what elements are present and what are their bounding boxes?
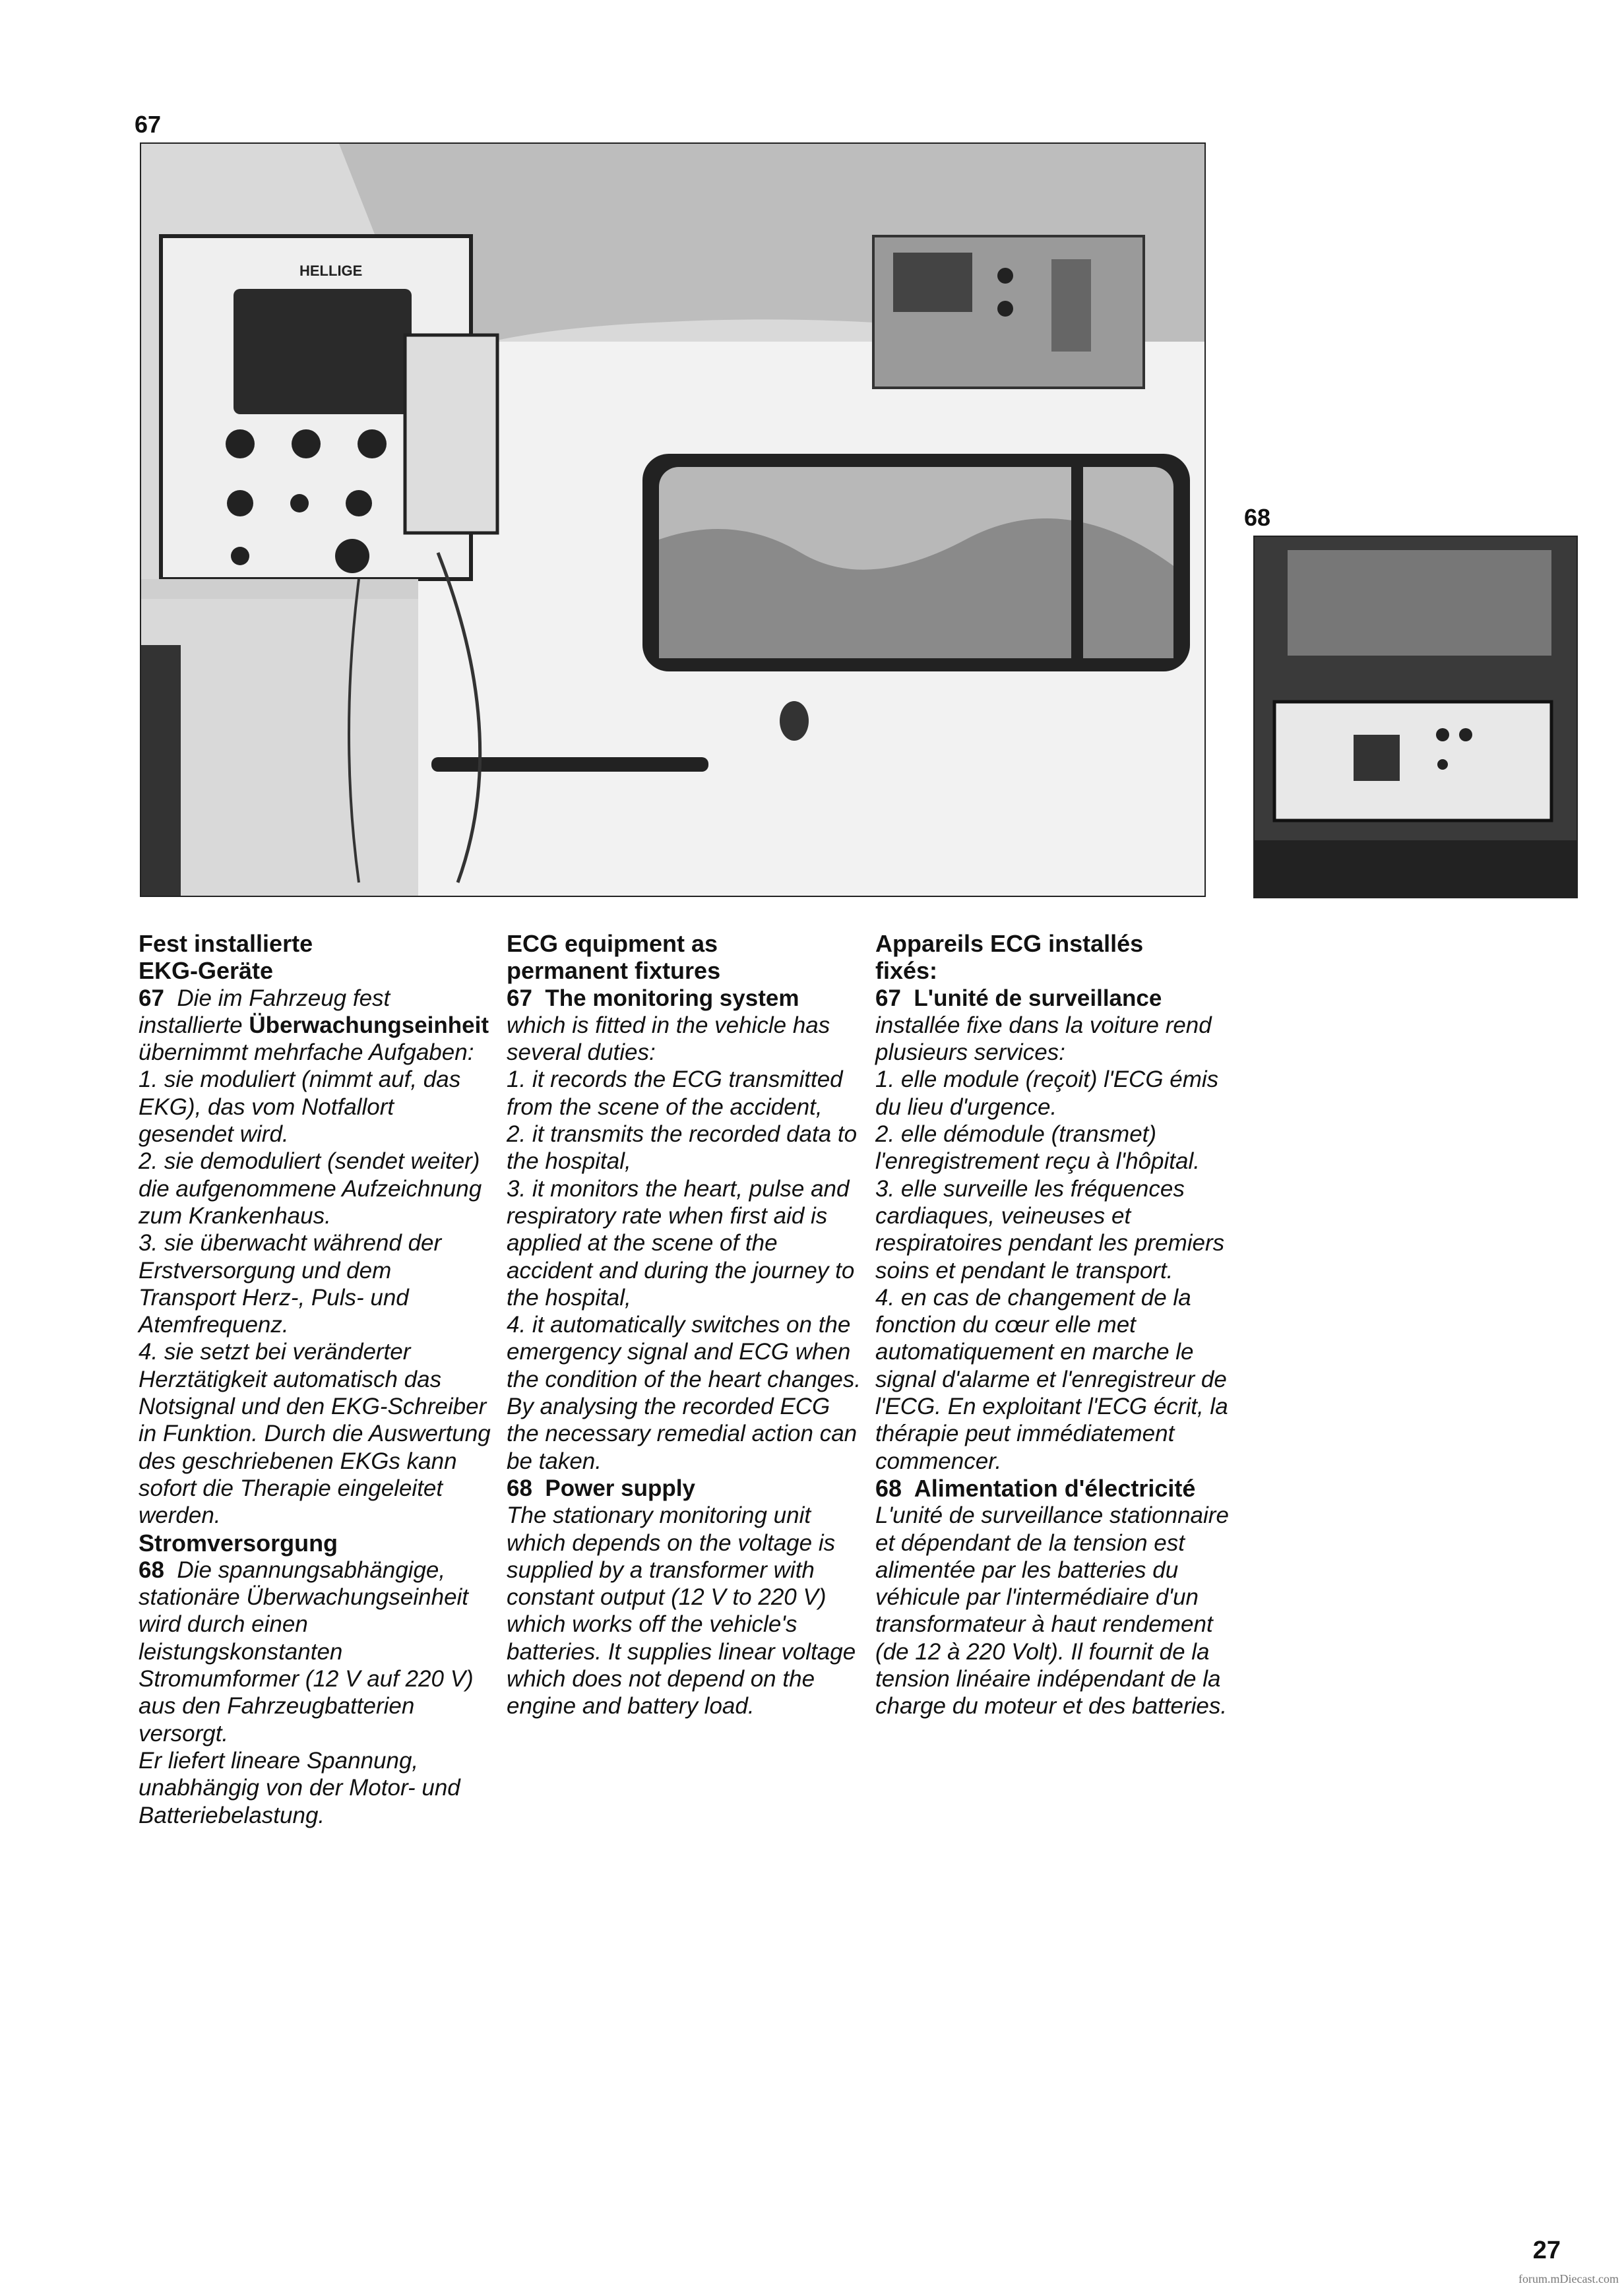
en-section-68-heading: [507, 1475, 863, 1502]
de-item-4: 4. sie setzt bei veränderter Herztätigkeit automatisch das Notsignal und den EKG-Schreiber in Funktion. Durch die Auswertung des geschriebenen EKGs kann sofort die Therapie eingeleitet werden.: [139, 1339, 491, 1529]
en-67-title: The monitoring system: [545, 985, 799, 1011]
en-68-text: The stationary monitoring unit which depends on the voltage is supplied by a transformer with constant output (12 V to 220 V) which works off the vehicle's batteries. It supplies linear voltage which does not depend on the engine and battery load.: [507, 1502, 856, 1719]
de-heading-line-2: EKG-Geräte: [139, 957, 274, 985]
en-67-text: which is fitted in the vehicle has several duties:: [507, 1012, 830, 1066]
fr-heading-line-2: fixés:: [875, 957, 938, 985]
fr-item-3: 3. elle surveille les fréquences cardiaques, veineuses et respiratoires pendant les premiers soins et pendant le transport.: [875, 1175, 1225, 1284]
de-item-1: 1. sie moduliert (nimmt auf, das EKG), das vom Notfallort gesendet wird.: [139, 1067, 461, 1148]
de-section-68: [139, 1557, 495, 1747]
column-german: [139, 930, 495, 1829]
en-68-number: 68: [507, 1475, 532, 1501]
power-supply-illustration: [1255, 537, 1577, 897]
de-67-text-a: Die im Fahrzeug fest installierte: [139, 985, 390, 1038]
fr-67-number: 67: [875, 985, 901, 1011]
en-67-number: 67: [507, 985, 532, 1011]
de-heading-line-1: Fest installierte: [139, 930, 313, 957]
de-68-number: 68: [139, 1557, 164, 1583]
figure-68-photo: [1253, 536, 1578, 898]
figure-68-number: 68: [1244, 504, 1271, 531]
figure-67-number: 67: [135, 111, 162, 138]
fr-item-2: 2. elle démodule (transmet) l'enregistrement reçu à l'hôpital.: [875, 1121, 1200, 1175]
en-heading-line-1: ECG equipment as: [507, 930, 718, 957]
page-number: 27: [1532, 2237, 1561, 2264]
ambulance-interior-illustration: [141, 144, 1204, 896]
de-68-text-2: Er liefert lineare Spannung, unabhängig von der Motor- und Batteriebelastung.: [139, 1747, 460, 1828]
de-section-67: [139, 985, 495, 1067]
device-brand-label: HELLIGE: [299, 263, 363, 279]
fr-section-68-heading: [875, 1475, 1245, 1502]
de-item-3: 3. sie überwacht während der Erstversorgung und dem Transport Herz-, Puls- und Atemfrequenz.: [139, 1230, 442, 1338]
de-subheading: Stromversorgung: [139, 1529, 338, 1557]
en-item-3: 3. it monitors the heart, pulse and respiratory rate when first aid is applied at the scene of the accident and during the journey to the hospital,: [507, 1175, 855, 1311]
de-67-number: 67: [139, 985, 164, 1011]
fr-item-1: 1. elle module (reçoit) l'ECG émis du lieu d'urgence.: [875, 1067, 1219, 1120]
en-item-4: 4. it automatically switches on the emergency signal and ECG when the condition of the heart changes. By analysing the recorded ECG the necessary remedial action can be taken.: [507, 1312, 861, 1474]
fr-item-4: 4. en cas de changement de la fonction du cœur elle met automatiquement en marche le signal d'alarme et l'enregistreur de l'ECG. En exploitant l'ECG écrit, la thérapie peut immédiatement commencer.: [875, 1284, 1228, 1474]
fr-67-text: installée fixe dans la voiture rend plusieurs services:: [875, 1012, 1212, 1066]
de-67-bold: Überwachungseinheit: [249, 1012, 489, 1038]
en-section-67: [507, 985, 863, 1067]
fr-section-67: [875, 985, 1245, 1067]
en-item-2: 2. it transmits the recorded data to the hospital,: [507, 1121, 858, 1175]
figure-67-photo: [140, 142, 1206, 897]
de-68-text: Die spannungsabhängige, stationäre Überwachungseinheit wird durch einen leistungskonstanten Stromumformer (12 V auf 220 V) aus den Fahrzeugbatterien versorgt.: [139, 1557, 474, 1747]
fr-68-text: L'unité de surveillance stationnaire et dépendant de la tension est alimentée par les batteries du véhicule par l'intermédiaire d'un transformateur à haut rendement (de 12 à 220 Volt). Il fournit de la tension linéaire indépendant de la charge du moteur et des batteries.: [875, 1502, 1229, 1719]
column-english: [507, 930, 863, 1720]
en-item-1: 1. it records the ECG transmitted from the scene of the accident,: [507, 1067, 843, 1120]
fr-heading-line-1: Appareils ECG installés: [875, 930, 1144, 957]
de-67-text-c: übernimmt mehrfache Aufgaben:: [139, 1039, 474, 1066]
fr-68-number: 68: [875, 1474, 902, 1502]
en-heading-line-2: permanent fixtures: [507, 957, 721, 985]
en-68-title: Power supply: [545, 1475, 695, 1501]
de-item-2: 2. sie demoduliert (sendet weiter) die aufgenommene Aufzeichnung zum Krankenhaus.: [139, 1148, 482, 1229]
watermark: forum.mDiecast.com: [1518, 2272, 1619, 2285]
column-french: [875, 930, 1245, 1720]
fr-67-title: L'unité de surveillance: [914, 985, 1162, 1011]
fr-68-title: Alimentation d'électricité: [914, 1474, 1196, 1502]
